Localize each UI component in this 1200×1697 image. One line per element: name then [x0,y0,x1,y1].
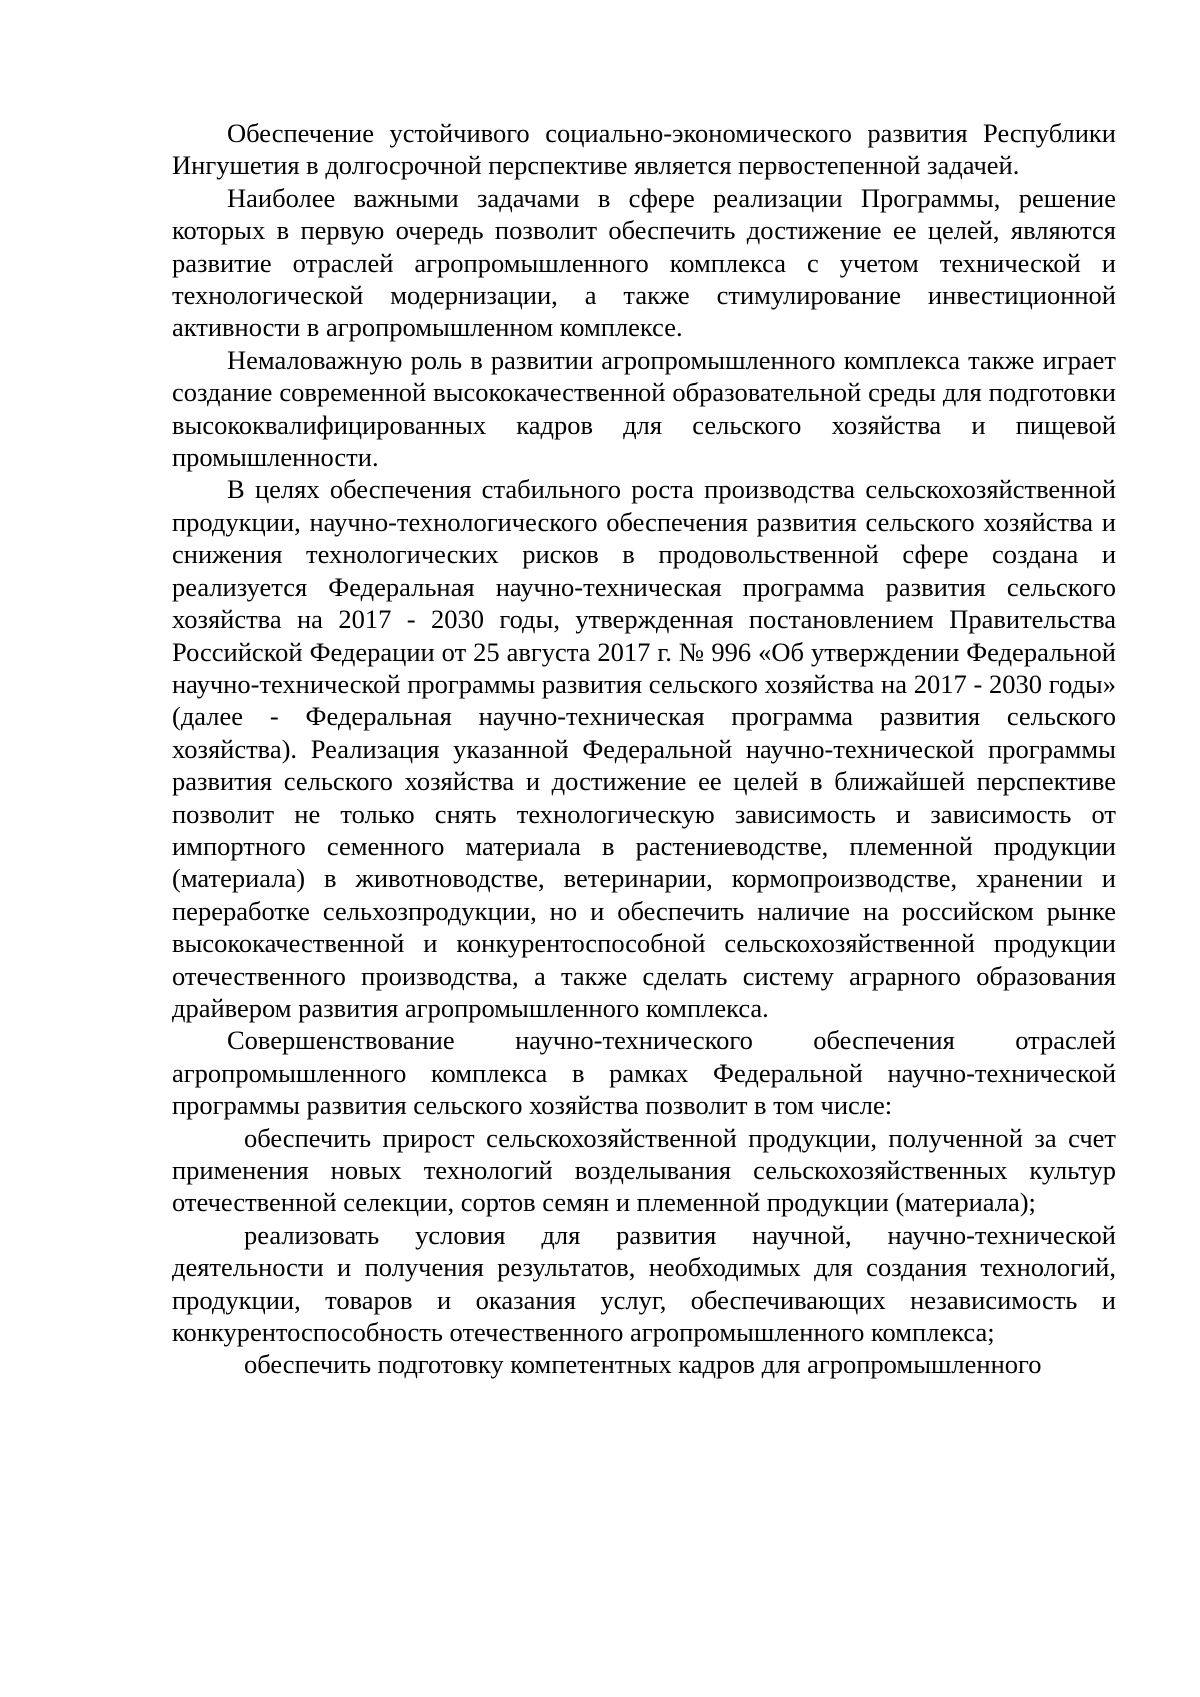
paragraph-development-goal: Обеспечение устойчивого социально-экономического развития Республики Ингушетия в долгосрочной перспективе является первостепенной задачей. [172,118,1116,181]
list-item-personnel-training: обеспечить подготовку компетентных кадров для агропромышленного [244,1349,1042,1380]
document-body [172,117,1116,1381]
paragraph-improvement: Совершенствование научно-технического обеспечения отраслей агропромышленного комплекса в рамках Федеральной научно-технической программы развития сельского хозяйства позволит в том числе: [172,1025,1116,1121]
paragraph-federal-program: В целях обеспечения стабильного роста производства сельскохозяйственной продукции, научно-технологического обеспечения развития сельского хозяйства и снижения технологических рисков в продовольственной сфере создана и реализуется Федеральная научно-техническая программа развития сельского хозяйства на 2017 - 2030 годы, утвержденная постановлением Правительства Российской Федерации от 25 августа 2017 г. № 996 «Об утверждении Федеральной научно-технической программы развития сельского хозяйства на 2017 - 2030 годы» (далее - Федеральная научно-техническая программа развития сельского хозяйства). Реализация указанной Федеральной научно-технической программы развития сельского хозяйства и достижение ее целей в ближайшей перспективе позволит не только снять технологическую зависимость и зависимость от импортного семенного материала в растениеводстве, племенной продукции (материала) в животноводстве, ветеринарии, кормопроизводстве, хранении и переработке сельхозпродукции, но и обеспечить наличие на российском рынке высококачественной и конкурентоспособной сельскохозяйственной продукции отечественного производства, а также сделать систему аграрного образования драйвером развития агропромышленного комплекса. [172,474,1116,1023]
list-item-production-growth: обеспечить прирост сельскохозяйственной продукции, полученной за счет применения новых технологий возделывания сельскохозяйственных культур отечественной селекции, сортов семян и племенной продукции (материала); [172,1122,1116,1218]
paragraph-priority-tasks: Наиболее важными задачами в сфере реализации Программы, решение которых в первую очередь позволит обеспечить достижение ее целей, являются развитие отраслей агропромышленного комплекса с учетом технической и технологической модернизации, а также стимулирование инвестиционной активности в агропромышленном комплексе. [172,182,1116,343]
list-item-scientific-conditions: реализовать условия для развития научной, научно-технической деятельности и получения результатов, необходимых для создания технологий, продукции, товаров и оказания услуг, обеспечивающих независимость и конкурентоспособность отечественного агропромышленного комплекса; [172,1219,1116,1348]
paragraph-education-environment: Немаловажную роль в развитии агропромышленного комплекса также играет создание современной высококачественной образовательной среды для подготовки высококвалифицированных кадров для сельского хозяйства и пищевой промышленности. [172,344,1116,473]
